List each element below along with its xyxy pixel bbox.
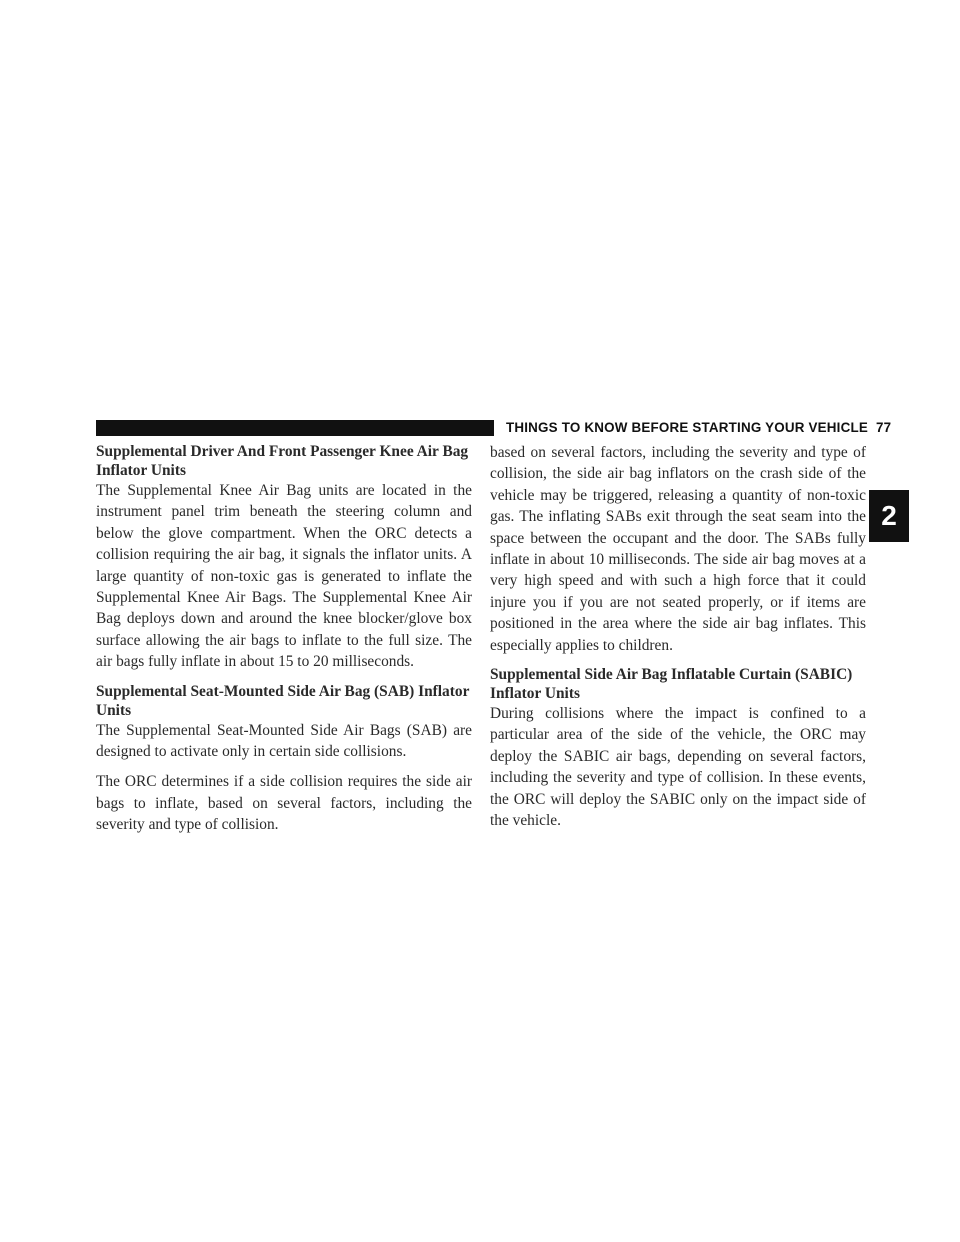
paragraph-knee-air-bag: The Supplemental Knee Air Bag units are located in the instrument panel trim beneath the steering column and below the glove compartment. When the ORC detects a collision requiring the air bag, it signals the inflator units. A large quantity of non-toxic gas is generated to inflate the Supplemental Knee Air Bags. The Supplemental Knee Air Bag deploys down and around the knee blocker/glove box surface allowing the air bags to inflate to the full size. The air bags fully inflate in about 15 to 20 milliseconds. [96, 482, 472, 671]
running-header [506, 418, 892, 438]
paragraph-sab-intro: The Supplemental Seat-Mounted Side Air Bags (SAB) are designed to activate only in certain side collisions. [96, 721, 472, 761]
page-number: 77 [875, 420, 892, 435]
section-heading-sabic: Supplemental Side Air Bag Inflatable Curtain (SABIC) Inflator Units [490, 666, 853, 703]
section-heading-knee-air-bag: Supplemental Driver And Front Passenger Knee Air Bag Inflator Units [96, 443, 469, 479]
header-title: THINGS TO KNOW BEFORE STARTING YOUR VEHICLE [506, 420, 868, 435]
paragraph-sabic: During collisions where the impact is confined to a particular area of the side of the vehicle, the ORC may deploy the SABIC air bags, depending on several factors, including the severity and type of collision. In these events, the ORC will deploy the SABIC only on the impact side of the vehicle. [490, 705, 866, 830]
chapter-tab: 2 [869, 490, 909, 542]
section-heading-seat-mounted-sab: Supplemental Seat-Mounted Side Air Bag (SAB) Inflator Units [96, 682, 470, 719]
header-rule-bar [96, 420, 494, 436]
paragraph-sab-continued: based on several factors, including the severity and type of collision, the side air bag inflators on the crash side of the vehicle may be triggered, releasing a quantity of non-toxic gas. The inflating SABs exit through the seat seam into the space between the occupant and the door. The SABs fully inflate in about 10 milliseconds. The side air bag moves at a very high speed and with such a high force that it could injure you if you are not seated properly, or if items are positioned in the area where the side air bag inflates. This especially applies to children. [490, 444, 866, 654]
paragraph-sab-orc: The ORC determines if a side collision requires the side air bags to inflate, based on several factors, including the severity and type of collision. [96, 773, 472, 834]
left-column [96, 442, 472, 836]
right-column [490, 442, 866, 832]
